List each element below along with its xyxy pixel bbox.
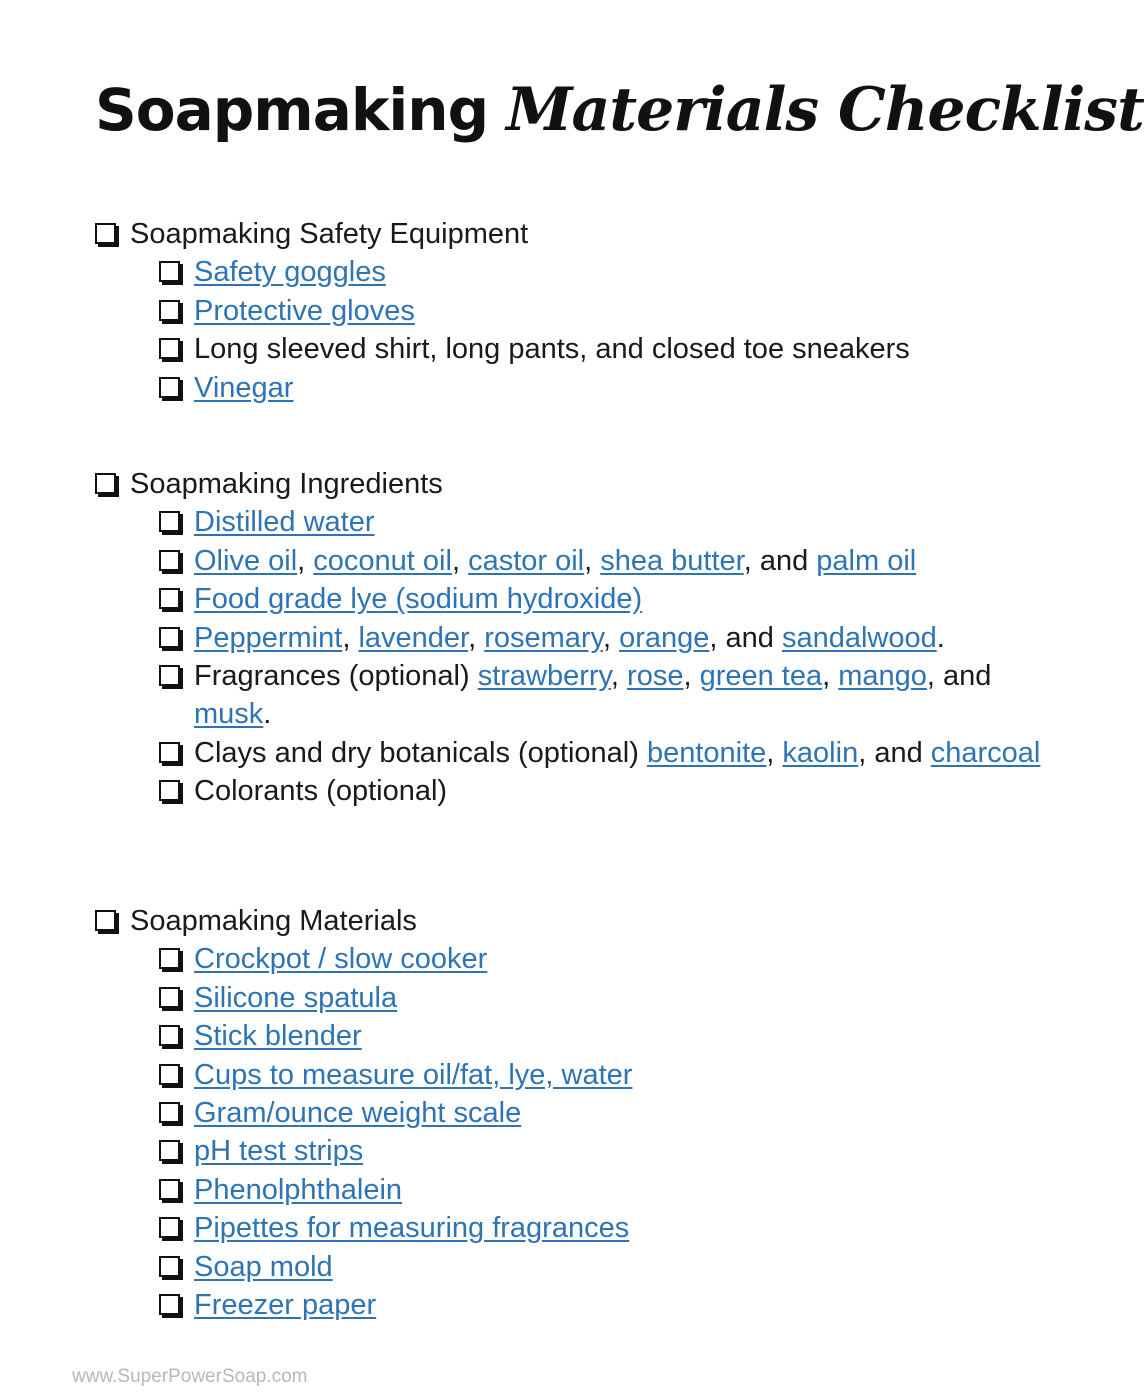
section-heading: Soapmaking Materials xyxy=(130,905,417,937)
checkbox-icon[interactable] xyxy=(159,1294,180,1315)
item-text: Fragrances (optional) xyxy=(194,660,478,693)
product-link[interactable]: musk xyxy=(194,698,264,731)
checkbox-icon[interactable] xyxy=(159,261,180,282)
checklist-item-text xyxy=(194,734,1055,772)
item-text: , and xyxy=(858,736,931,769)
checklist-item xyxy=(95,580,1055,618)
item-text: , xyxy=(602,621,620,654)
checklist-item xyxy=(95,503,1055,541)
checklist-item-text xyxy=(194,1209,1055,1247)
checkbox-icon[interactable] xyxy=(159,511,180,532)
product-link[interactable]: shea butter xyxy=(600,544,744,577)
checkbox-icon[interactable] xyxy=(159,300,180,321)
checklist-item-text xyxy=(194,542,1055,580)
product-link[interactable]: Distilled water xyxy=(194,506,375,539)
checklist-item xyxy=(95,1209,1055,1247)
checklist-item xyxy=(95,657,1055,734)
checklist-item xyxy=(95,1248,1055,1286)
checkbox-icon[interactable] xyxy=(159,377,180,398)
checklist-item-text xyxy=(194,772,1055,810)
checklist-item xyxy=(95,940,1055,978)
checkbox-icon[interactable] xyxy=(159,1179,180,1200)
item-text: , xyxy=(468,621,485,654)
checklist-item xyxy=(95,734,1055,772)
section-materials xyxy=(95,902,1055,1324)
product-link[interactable]: green tea xyxy=(699,660,823,693)
product-link[interactable]: Gram/ounce weight scale xyxy=(194,1097,522,1130)
product-link[interactable]: Vinegar xyxy=(194,371,294,404)
product-link[interactable]: orange xyxy=(619,621,710,654)
item-text: , and xyxy=(743,544,817,577)
checkbox-icon[interactable] xyxy=(159,627,180,648)
product-link[interactable]: Pipettes for measuring fragrances xyxy=(194,1212,630,1245)
checklist-item xyxy=(95,253,1055,291)
section-ingredients xyxy=(95,465,1055,811)
checklist-item xyxy=(95,1132,1055,1170)
item-text: , xyxy=(451,544,469,577)
item-text: Long sleeved shirt, long pants, and closed toe sneakers xyxy=(194,333,910,366)
checkbox-icon[interactable] xyxy=(159,1064,180,1085)
checklist-item-text xyxy=(194,1132,1055,1170)
title-script-part: Materials Checklist xyxy=(506,75,1144,145)
checklist-item-text xyxy=(194,330,1055,368)
product-link[interactable]: mango xyxy=(838,660,927,693)
checklist-item-text xyxy=(194,1286,1055,1324)
checklist-item-text xyxy=(194,253,1055,291)
checklist-item xyxy=(95,330,1055,368)
product-link[interactable]: charcoal xyxy=(930,736,1041,769)
title-bold-part: Soapmaking xyxy=(95,76,489,144)
item-text: Clays and dry botanicals (optional) xyxy=(194,736,647,769)
checkbox-icon[interactable] xyxy=(159,338,180,359)
page-title xyxy=(95,70,1144,166)
item-text: , and xyxy=(709,621,782,654)
checkbox-icon[interactable] xyxy=(159,1256,180,1277)
checkbox-icon[interactable] xyxy=(159,1102,180,1123)
product-link[interactable]: Crockpot / slow cooker xyxy=(194,943,488,976)
checkbox-icon[interactable] xyxy=(159,588,180,609)
item-text: . xyxy=(936,621,945,654)
product-link[interactable]: Freezer paper xyxy=(194,1289,377,1322)
checklist-item xyxy=(95,1171,1055,1209)
section-heading-row xyxy=(95,902,1055,940)
checklist-item xyxy=(95,1017,1055,1055)
checklist-item xyxy=(95,1094,1055,1132)
checklist-item xyxy=(95,619,1055,657)
product-link[interactable]: Cups to measure oil/fat, lye, water xyxy=(194,1058,633,1091)
item-text: , xyxy=(610,660,628,693)
checklist-item-text xyxy=(194,619,1055,657)
checklist-item xyxy=(95,1056,1055,1094)
checkbox-icon[interactable] xyxy=(159,1025,180,1046)
product-link[interactable]: rose xyxy=(627,660,684,693)
item-text: Colorants (optional) xyxy=(194,775,448,808)
product-link[interactable]: Phenolphthalein xyxy=(194,1173,403,1206)
product-link[interactable]: Safety goggles xyxy=(194,256,386,289)
checkbox-icon[interactable] xyxy=(95,910,116,931)
checklist-item-text xyxy=(194,292,1055,330)
product-link[interactable]: lavender xyxy=(358,621,469,654)
product-link[interactable]: bentonite xyxy=(646,736,767,769)
checklist-item-text xyxy=(194,657,1055,734)
product-link[interactable]: Protective gloves xyxy=(194,294,415,327)
section-heading-row xyxy=(95,215,1055,253)
product-link[interactable]: Soap mold xyxy=(194,1250,333,1283)
checklist-item-text xyxy=(194,1056,1055,1094)
checkbox-icon[interactable] xyxy=(159,665,180,686)
item-text: , xyxy=(766,736,783,769)
product-link[interactable]: Peppermint xyxy=(194,621,343,654)
product-link[interactable]: palm oil xyxy=(816,544,917,577)
footer-website: www.SuperPowerSoap.com xyxy=(72,1366,308,1387)
checklist-item xyxy=(95,979,1055,1017)
checklist-item-text xyxy=(194,940,1055,978)
checkbox-icon[interactable] xyxy=(95,473,116,494)
checkbox-icon[interactable] xyxy=(159,780,180,801)
checklist-item-text xyxy=(194,979,1055,1017)
section-heading: Soapmaking Safety Equipment xyxy=(130,218,529,250)
product-link[interactable]: strawberry xyxy=(477,660,611,693)
product-link[interactable]: Stick blender xyxy=(194,1020,362,1053)
checklist-item-text xyxy=(194,503,1055,541)
item-text: , xyxy=(297,544,314,577)
section-heading: Soapmaking Ingredients xyxy=(130,468,443,500)
checklist-item xyxy=(95,292,1055,330)
checkbox-icon[interactable] xyxy=(159,742,180,763)
checklist-item xyxy=(95,772,1055,810)
checklist-item xyxy=(95,369,1055,407)
item-text: , xyxy=(342,621,359,654)
checklist-item-text xyxy=(194,369,1055,407)
product-link[interactable]: Food grade lye (sodium hydroxide) xyxy=(194,583,643,616)
checklist-item-text xyxy=(194,1248,1055,1286)
checkbox-icon[interactable] xyxy=(159,948,180,969)
product-link[interactable]: Olive oil xyxy=(194,544,298,577)
section-heading-row xyxy=(95,465,1055,503)
checkbox-icon[interactable] xyxy=(159,550,180,571)
checkbox-icon[interactable] xyxy=(159,987,180,1008)
section-safety-equipment xyxy=(95,215,1055,407)
product-link[interactable]: coconut oil xyxy=(313,544,452,577)
item-text: , xyxy=(822,660,839,693)
checklist-item-text xyxy=(194,1017,1055,1055)
product-link[interactable]: sandalwood xyxy=(781,621,937,654)
product-link[interactable]: rosemary xyxy=(484,621,603,654)
checklist-item xyxy=(95,542,1055,580)
product-link[interactable]: castor oil xyxy=(468,544,585,577)
item-text: . xyxy=(263,698,272,731)
item-text: , xyxy=(683,660,700,693)
checklist-item-text xyxy=(194,580,1055,618)
checkbox-icon[interactable] xyxy=(159,1140,180,1161)
checkbox-icon[interactable] xyxy=(95,223,116,244)
product-link[interactable]: kaolin xyxy=(782,736,859,769)
item-text: , and xyxy=(926,660,992,693)
product-link[interactable]: pH test strips xyxy=(194,1135,364,1168)
checkbox-icon[interactable] xyxy=(159,1217,180,1238)
checklist-item-text xyxy=(194,1094,1055,1132)
checklist-item xyxy=(95,1286,1055,1324)
product-link[interactable]: Silicone spatula xyxy=(194,981,398,1014)
checklist-item-text xyxy=(194,1171,1055,1209)
item-text: , xyxy=(584,544,601,577)
